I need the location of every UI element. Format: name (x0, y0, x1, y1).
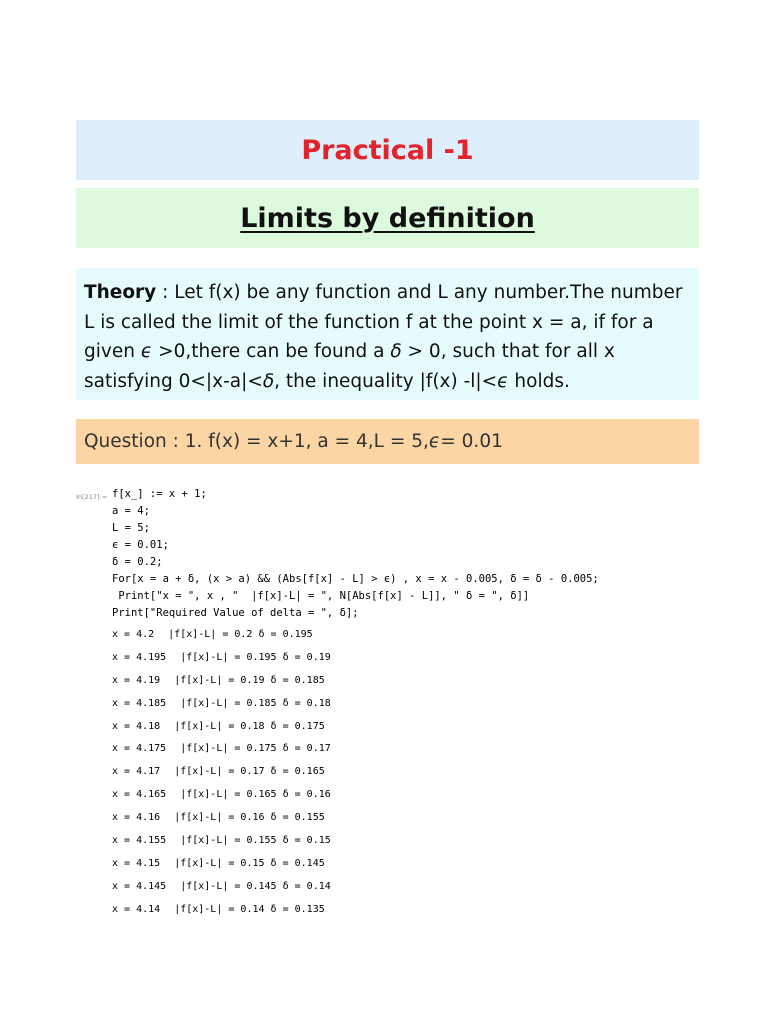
theory-text-4: , the inequality |f(x) -l|< (274, 370, 498, 392)
delta-label: δ = (270, 674, 295, 686)
x-label: x = (112, 812, 137, 824)
x-label: x = (112, 743, 137, 755)
output-row (112, 738, 331, 761)
delta-value: 0.145 (294, 857, 325, 869)
epsilon-symbol: ϵ (140, 341, 153, 362)
delta-value: 0.175 (294, 720, 325, 732)
delta-symbol: δ (262, 370, 275, 392)
subtitle-cell (76, 188, 699, 248)
epsilon-symbol: ϵ (497, 370, 509, 392)
output-row (112, 647, 331, 670)
diff-label: |f[x]-L| = (180, 789, 247, 801)
x-label: x = (112, 789, 137, 801)
delta-value: 0.135 (294, 903, 325, 915)
output-row (112, 784, 331, 807)
diff-value: 0.155 (246, 835, 277, 847)
x-label: x = (112, 720, 137, 732)
code-line: For[x = a + δ, (x > a) && (Abs[f[x] - L] > ϵ) , x = x - 0.005, δ = δ - 0.005; (112, 573, 599, 585)
x-value: 4.14 (136, 903, 161, 915)
delta-value: 0.17 (306, 743, 331, 755)
diff-value: 0.175 (246, 743, 277, 755)
diff-value: 0.165 (246, 789, 277, 801)
delta-value: 0.18 (306, 697, 331, 709)
diff-label: |f[x]-L| = (174, 674, 241, 686)
x-label: x = (112, 651, 137, 663)
diff-label: |f[x]-L| = (168, 629, 235, 640)
diff-label: |f[x]-L| = (180, 697, 247, 709)
delta-label: δ = (282, 743, 307, 755)
x-value: 4.17 (136, 766, 161, 778)
delta-label: δ = (258, 629, 283, 640)
x-label: x = (112, 697, 137, 709)
delta-value: 0.14 (306, 880, 331, 892)
diff-label: |f[x]-L| = (174, 766, 241, 778)
delta-value: 0.195 (282, 629, 313, 640)
diff-label: |f[x]-L| = (180, 743, 247, 755)
diff-label: |f[x]-L| = (180, 880, 247, 892)
code-line: L = 5; (112, 522, 150, 534)
x-value: 4.195 (136, 651, 167, 663)
delta-label: δ = (282, 651, 307, 663)
delta-value: 0.19 (306, 651, 331, 663)
delta-label: δ = (270, 903, 295, 915)
diff-value: 0.17 (240, 766, 265, 778)
delta-label: δ = (282, 789, 307, 801)
diff-value: 0.15 (240, 857, 265, 869)
theory-cell (76, 268, 699, 400)
code-line: δ = 0.2; (112, 556, 163, 568)
theory-text-1: : Let f(x) be any function and L any number.The number L is called the limit of the function f at the point x = a, if for a given (84, 282, 683, 362)
code-line: Print["Required Value of delta = ", δ]; (112, 607, 359, 619)
output-row (112, 693, 331, 716)
output-row (112, 670, 331, 693)
diff-label: |f[x]-L| = (174, 720, 241, 732)
question-cell (76, 419, 699, 464)
diff-label: |f[x]-L| = (180, 651, 247, 663)
section-heading: Limits by definition (240, 202, 535, 234)
output-row (112, 624, 331, 647)
theory-text-2: >0,there can be found a (152, 341, 391, 362)
delta-label: δ = (282, 697, 307, 709)
x-value: 4.185 (136, 697, 167, 709)
x-value: 4.155 (136, 835, 167, 847)
theory-text-5: holds. (508, 370, 570, 392)
code-line: f[x_] := x + 1; (112, 488, 207, 500)
diff-value: 0.195 (246, 651, 277, 663)
diff-value: 0.185 (246, 697, 277, 709)
diff-value: 0.18 (240, 720, 265, 732)
x-value: 4.15 (136, 857, 161, 869)
page-title: Practical -1 (301, 134, 474, 166)
output-list (112, 624, 331, 922)
theory-text-3: > 0, such that for all x satisfying 0<|x-a|< (84, 341, 615, 392)
title-cell (76, 120, 699, 180)
output-row (112, 807, 331, 830)
x-value: 4.2 (136, 629, 155, 640)
x-value: 4.19 (136, 674, 161, 686)
output-row (112, 853, 331, 876)
delta-label: δ = (282, 835, 307, 847)
code-line: Print["x = ", x , " |f[x]-L| = ", N[Abs[f[x] - L]], " δ = ", δ]] (112, 590, 530, 602)
input-cell-label: In[217]:= (76, 493, 108, 501)
x-label: x = (112, 880, 137, 892)
question-text-1: Question : 1. f(x) = x+1, a = 4,L = 5, (84, 431, 429, 452)
delta-value: 0.165 (294, 766, 325, 778)
x-label: x = (112, 674, 137, 686)
delta-symbol: δ (390, 341, 402, 362)
delta-value: 0.155 (294, 812, 325, 824)
delta-label: δ = (270, 812, 295, 824)
x-value: 4.16 (136, 812, 161, 824)
output-row (112, 876, 331, 899)
code-line: a = 4; (112, 505, 150, 517)
x-value: 4.18 (136, 720, 161, 732)
delta-value: 0.15 (306, 835, 331, 847)
x-label: x = (112, 857, 137, 869)
delta-value: 0.16 (306, 789, 331, 801)
code-line: ϵ = 0.01; (112, 539, 169, 551)
output-row (112, 830, 331, 853)
diff-value: 0.2 (234, 629, 253, 640)
diff-label: |f[x]-L| = (174, 857, 241, 869)
x-label: x = (112, 629, 137, 640)
theory-label: Theory (84, 282, 157, 303)
code-input-block[interactable] (112, 486, 599, 622)
delta-value: 0.185 (294, 674, 325, 686)
x-value: 4.175 (136, 743, 167, 755)
output-row (112, 761, 331, 784)
delta-label: δ = (270, 857, 295, 869)
x-value: 4.145 (136, 880, 167, 892)
diff-label: |f[x]-L| = (174, 812, 241, 824)
diff-value: 0.145 (246, 880, 277, 892)
delta-label: δ = (282, 880, 307, 892)
delta-label: δ = (270, 766, 295, 778)
x-label: x = (112, 766, 137, 778)
diff-value: 0.14 (240, 903, 265, 915)
diff-value: 0.19 (240, 674, 265, 686)
diff-label: |f[x]-L| = (180, 835, 247, 847)
output-row (112, 716, 331, 739)
x-label: x = (112, 903, 137, 915)
diff-value: 0.16 (240, 812, 265, 824)
output-row (112, 899, 331, 922)
x-label: x = (112, 835, 137, 847)
x-value: 4.165 (136, 789, 167, 801)
epsilon-symbol: ϵ (428, 431, 441, 452)
delta-label: δ = (270, 720, 295, 732)
question-text-2: = 0.01 (440, 431, 503, 452)
diff-label: |f[x]-L| = (174, 903, 241, 915)
